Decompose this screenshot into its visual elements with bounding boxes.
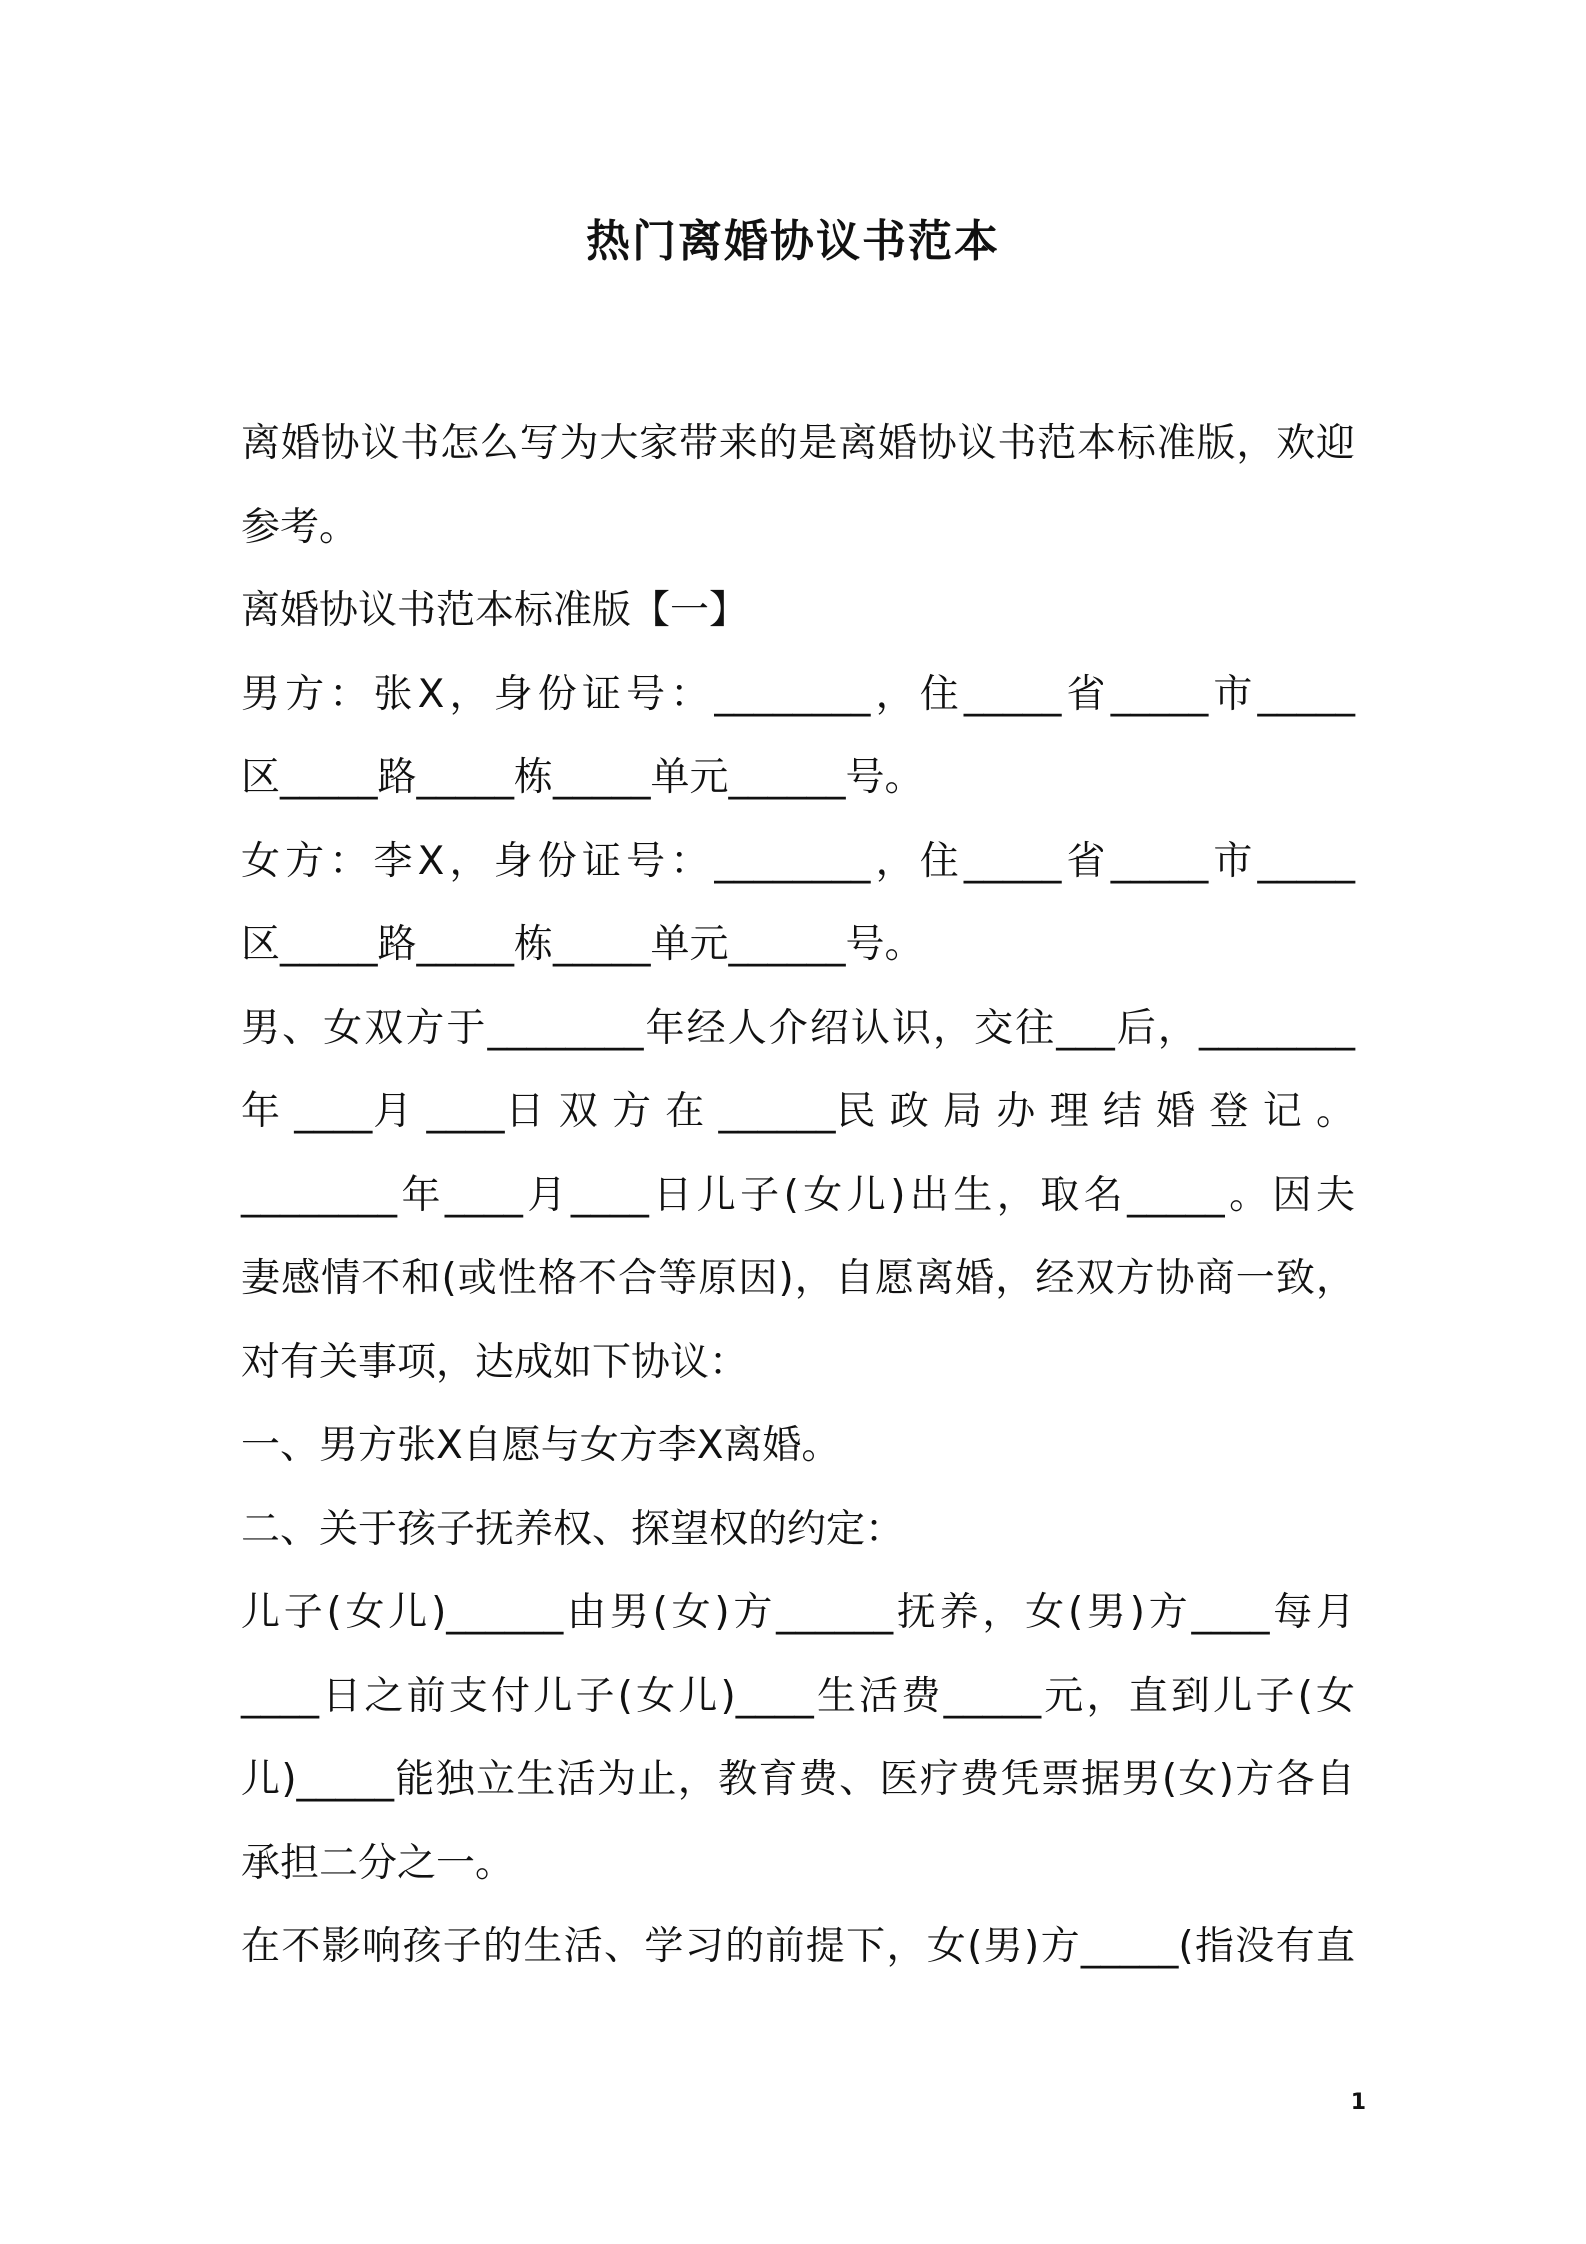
paragraph-line: 离婚协议书怎么写为大家带来的是离婚协议书范本标准版，欢迎: [241, 421, 1355, 466]
paragraph-line: 参考。: [241, 504, 359, 550]
paragraph-line: 区_____路_____栋_____单元______号。: [241, 922, 924, 967]
paragraph-line: 对有关事项，达成如下协议：: [241, 1339, 749, 1385]
paragraph-line: 二、关于孩子抚养权、探望权的约定：: [241, 1506, 905, 1552]
paragraph-line: 儿子(女儿)______由男(女)方______抚养，女(男)方____每月: [241, 1590, 1355, 1635]
paragraph-line: 儿)_____能独立生活为止，教育费、医疗费凭票据男(女)方各自: [241, 1757, 1355, 1802]
paragraph-line: ________年____月____日儿子(女儿)出生，取名_____。因夫: [241, 1172, 1355, 1218]
paragraph-line: 一、男方张X自愿与女方李X离婚。: [241, 1423, 841, 1468]
paragraph-line: ____日之前支付儿子(女儿)____生活费_____元，直到儿子(女: [241, 1673, 1355, 1719]
paragraph-line: 年 ____月 ____日 双 方 在 ______民 政 局 办 理 结 婚 登 记 。: [241, 1089, 1355, 1134]
paragraph-line: 妻感情不和(或性格不合等原因)，自愿离婚，经双方协商一致，: [241, 1256, 1355, 1301]
document-body: [241, 402, 1355, 1989]
page-number: 1: [1350, 2090, 1366, 2115]
paragraph-line: 在不影响孩子的生活、学习的前提下，女(男)方_____(指没有直: [241, 1924, 1355, 1969]
paragraph-line: 男、女双方于________年经人介绍认识，交往___后，________: [241, 1005, 1355, 1051]
paragraph-line: 区_____路_____栋_____单元______号。: [241, 755, 924, 800]
paragraph-line: 承担二分之一。: [241, 1840, 515, 1886]
paragraph-line: 男方：张X，身份证号：________，住_____省_____市_____: [241, 671, 1355, 717]
section-heading: 离婚协议书范本标准版【一】: [241, 588, 749, 633]
paragraph-line: 女方：李X，身份证号：________，住_____省_____市_____: [241, 838, 1355, 884]
document-title: 热门离婚协议书范本: [586, 216, 1000, 267]
